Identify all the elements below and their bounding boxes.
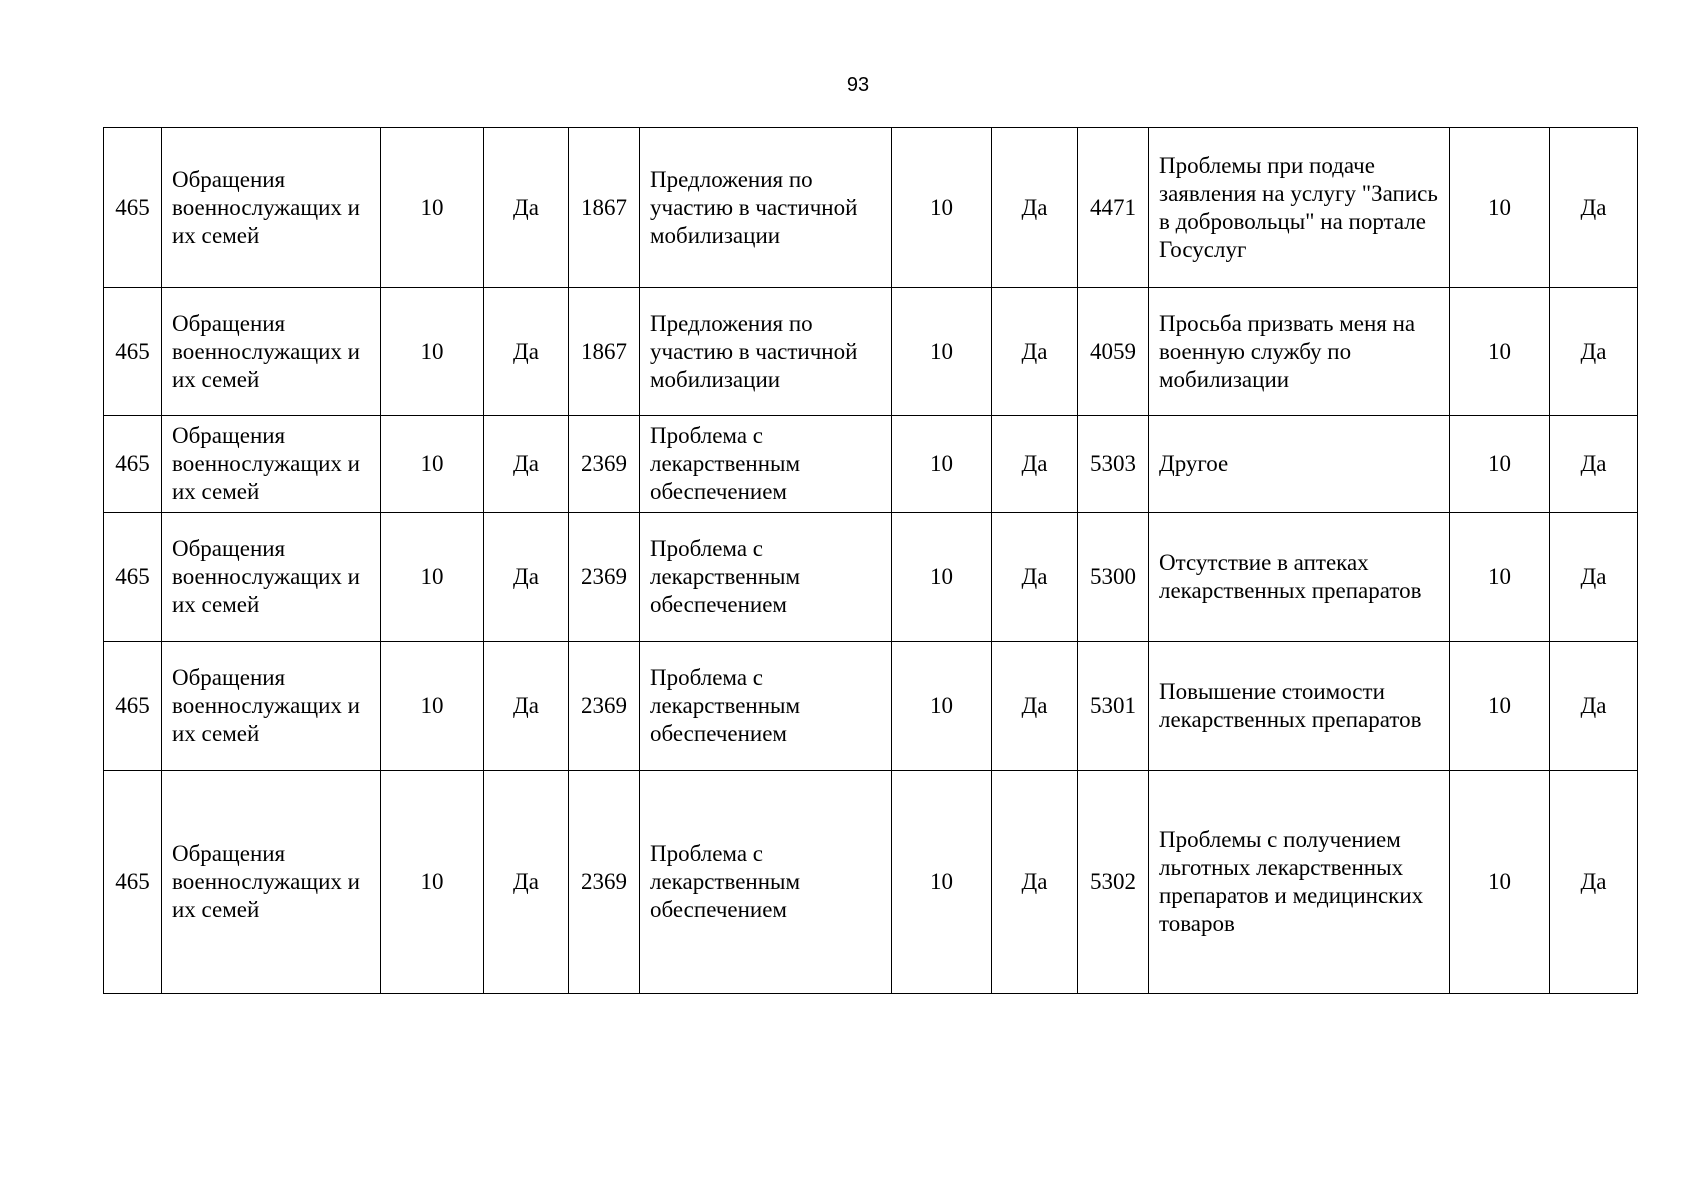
cell-value: 10 bbox=[1450, 128, 1550, 288]
cell-value: 10 bbox=[381, 642, 484, 771]
cell-code-2: 1867 bbox=[569, 128, 640, 288]
cell-value: 10 bbox=[1450, 416, 1550, 513]
table-row bbox=[104, 771, 1638, 994]
cell-category: Обращения военнослужащих и их семей bbox=[162, 642, 381, 771]
cell-code-1: 465 bbox=[104, 513, 162, 642]
cell-category: Обращения военнослужащих и их семей bbox=[162, 513, 381, 642]
cell-flag: Да bbox=[992, 771, 1078, 994]
cell-category: Обращения военнослужащих и их семей bbox=[162, 288, 381, 416]
cell-subtopic: Проблемы с получением льготных лекарственных препаратов и медицинских товаров bbox=[1149, 771, 1450, 994]
cell-subtopic: Отсутствие в аптеках лекарственных препаратов bbox=[1149, 513, 1450, 642]
cell-flag: Да bbox=[992, 416, 1078, 513]
cell-code-2: 2369 bbox=[569, 513, 640, 642]
cell-topic: Предложения по участию в частичной мобилизации bbox=[640, 288, 892, 416]
cell-code-1: 465 bbox=[104, 416, 162, 513]
cell-value: 10 bbox=[892, 513, 992, 642]
cell-flag: Да bbox=[484, 288, 569, 416]
table-row bbox=[104, 416, 1638, 513]
cell-value: 10 bbox=[381, 771, 484, 994]
cell-flag: Да bbox=[1550, 416, 1638, 513]
cell-code-1: 465 bbox=[104, 288, 162, 416]
cell-topic: Проблема с лекарственным обеспечением bbox=[640, 771, 892, 994]
cell-code-2: 2369 bbox=[569, 642, 640, 771]
cell-value: 10 bbox=[381, 128, 484, 288]
cell-flag: Да bbox=[484, 771, 569, 994]
cell-value: 10 bbox=[892, 416, 992, 513]
cell-flag: Да bbox=[1550, 771, 1638, 994]
cell-code-3: 5300 bbox=[1078, 513, 1149, 642]
cell-code-2: 1867 bbox=[569, 288, 640, 416]
cell-value: 10 bbox=[381, 513, 484, 642]
cell-value: 10 bbox=[892, 288, 992, 416]
classification-table bbox=[103, 127, 1638, 994]
cell-category: Обращения военнослужащих и их семей bbox=[162, 771, 381, 994]
cell-code-3: 4471 bbox=[1078, 128, 1149, 288]
cell-code-3: 5301 bbox=[1078, 642, 1149, 771]
table-row bbox=[104, 642, 1638, 771]
cell-subtopic: Проблемы при подаче заявления на услугу "Запись в добровольцы" на портале Госуслуг bbox=[1149, 128, 1450, 288]
cell-value: 10 bbox=[1450, 288, 1550, 416]
cell-topic: Проблема с лекарственным обеспечением bbox=[640, 416, 892, 513]
cell-flag: Да bbox=[992, 513, 1078, 642]
cell-flag: Да bbox=[1550, 288, 1638, 416]
cell-flag: Да bbox=[484, 128, 569, 288]
cell-code-1: 465 bbox=[104, 771, 162, 994]
cell-value: 10 bbox=[1450, 771, 1550, 994]
cell-value: 10 bbox=[892, 771, 992, 994]
cell-code-3: 4059 bbox=[1078, 288, 1149, 416]
cell-flag: Да bbox=[484, 642, 569, 771]
cell-code-3: 5303 bbox=[1078, 416, 1149, 513]
cell-flag: Да bbox=[484, 513, 569, 642]
cell-flag: Да bbox=[992, 288, 1078, 416]
cell-flag: Да bbox=[992, 642, 1078, 771]
cell-value: 10 bbox=[1450, 642, 1550, 771]
table-row bbox=[104, 513, 1638, 642]
cell-value: 10 bbox=[381, 416, 484, 513]
cell-flag: Да bbox=[1550, 642, 1638, 771]
cell-flag: Да bbox=[992, 128, 1078, 288]
cell-value: 10 bbox=[892, 642, 992, 771]
cell-category: Обращения военнослужащих и их семей bbox=[162, 128, 381, 288]
cell-subtopic: Просьба призвать меня на военную службу по мобилизации bbox=[1149, 288, 1450, 416]
table-row bbox=[104, 288, 1638, 416]
cell-value: 10 bbox=[892, 128, 992, 288]
cell-code-1: 465 bbox=[104, 642, 162, 771]
cell-code-2: 2369 bbox=[569, 771, 640, 994]
cell-flag: Да bbox=[484, 416, 569, 513]
cell-subtopic: Другое bbox=[1149, 416, 1450, 513]
cell-code-1: 465 bbox=[104, 128, 162, 288]
cell-topic: Предложения по участию в частичной мобилизации bbox=[640, 128, 892, 288]
cell-topic: Проблема с лекарственным обеспечением bbox=[640, 642, 892, 771]
cell-code-3: 5302 bbox=[1078, 771, 1149, 994]
cell-code-2: 2369 bbox=[569, 416, 640, 513]
cell-value: 10 bbox=[1450, 513, 1550, 642]
table-row bbox=[104, 128, 1638, 288]
page-number: 93 bbox=[846, 74, 870, 96]
cell-flag: Да bbox=[1550, 128, 1638, 288]
cell-category: Обращения военнослужащих и их семей bbox=[162, 416, 381, 513]
cell-topic: Проблема с лекарственным обеспечением bbox=[640, 513, 892, 642]
cell-value: 10 bbox=[381, 288, 484, 416]
cell-flag: Да bbox=[1550, 513, 1638, 642]
cell-subtopic: Повышение стоимости лекарственных препаратов bbox=[1149, 642, 1450, 771]
